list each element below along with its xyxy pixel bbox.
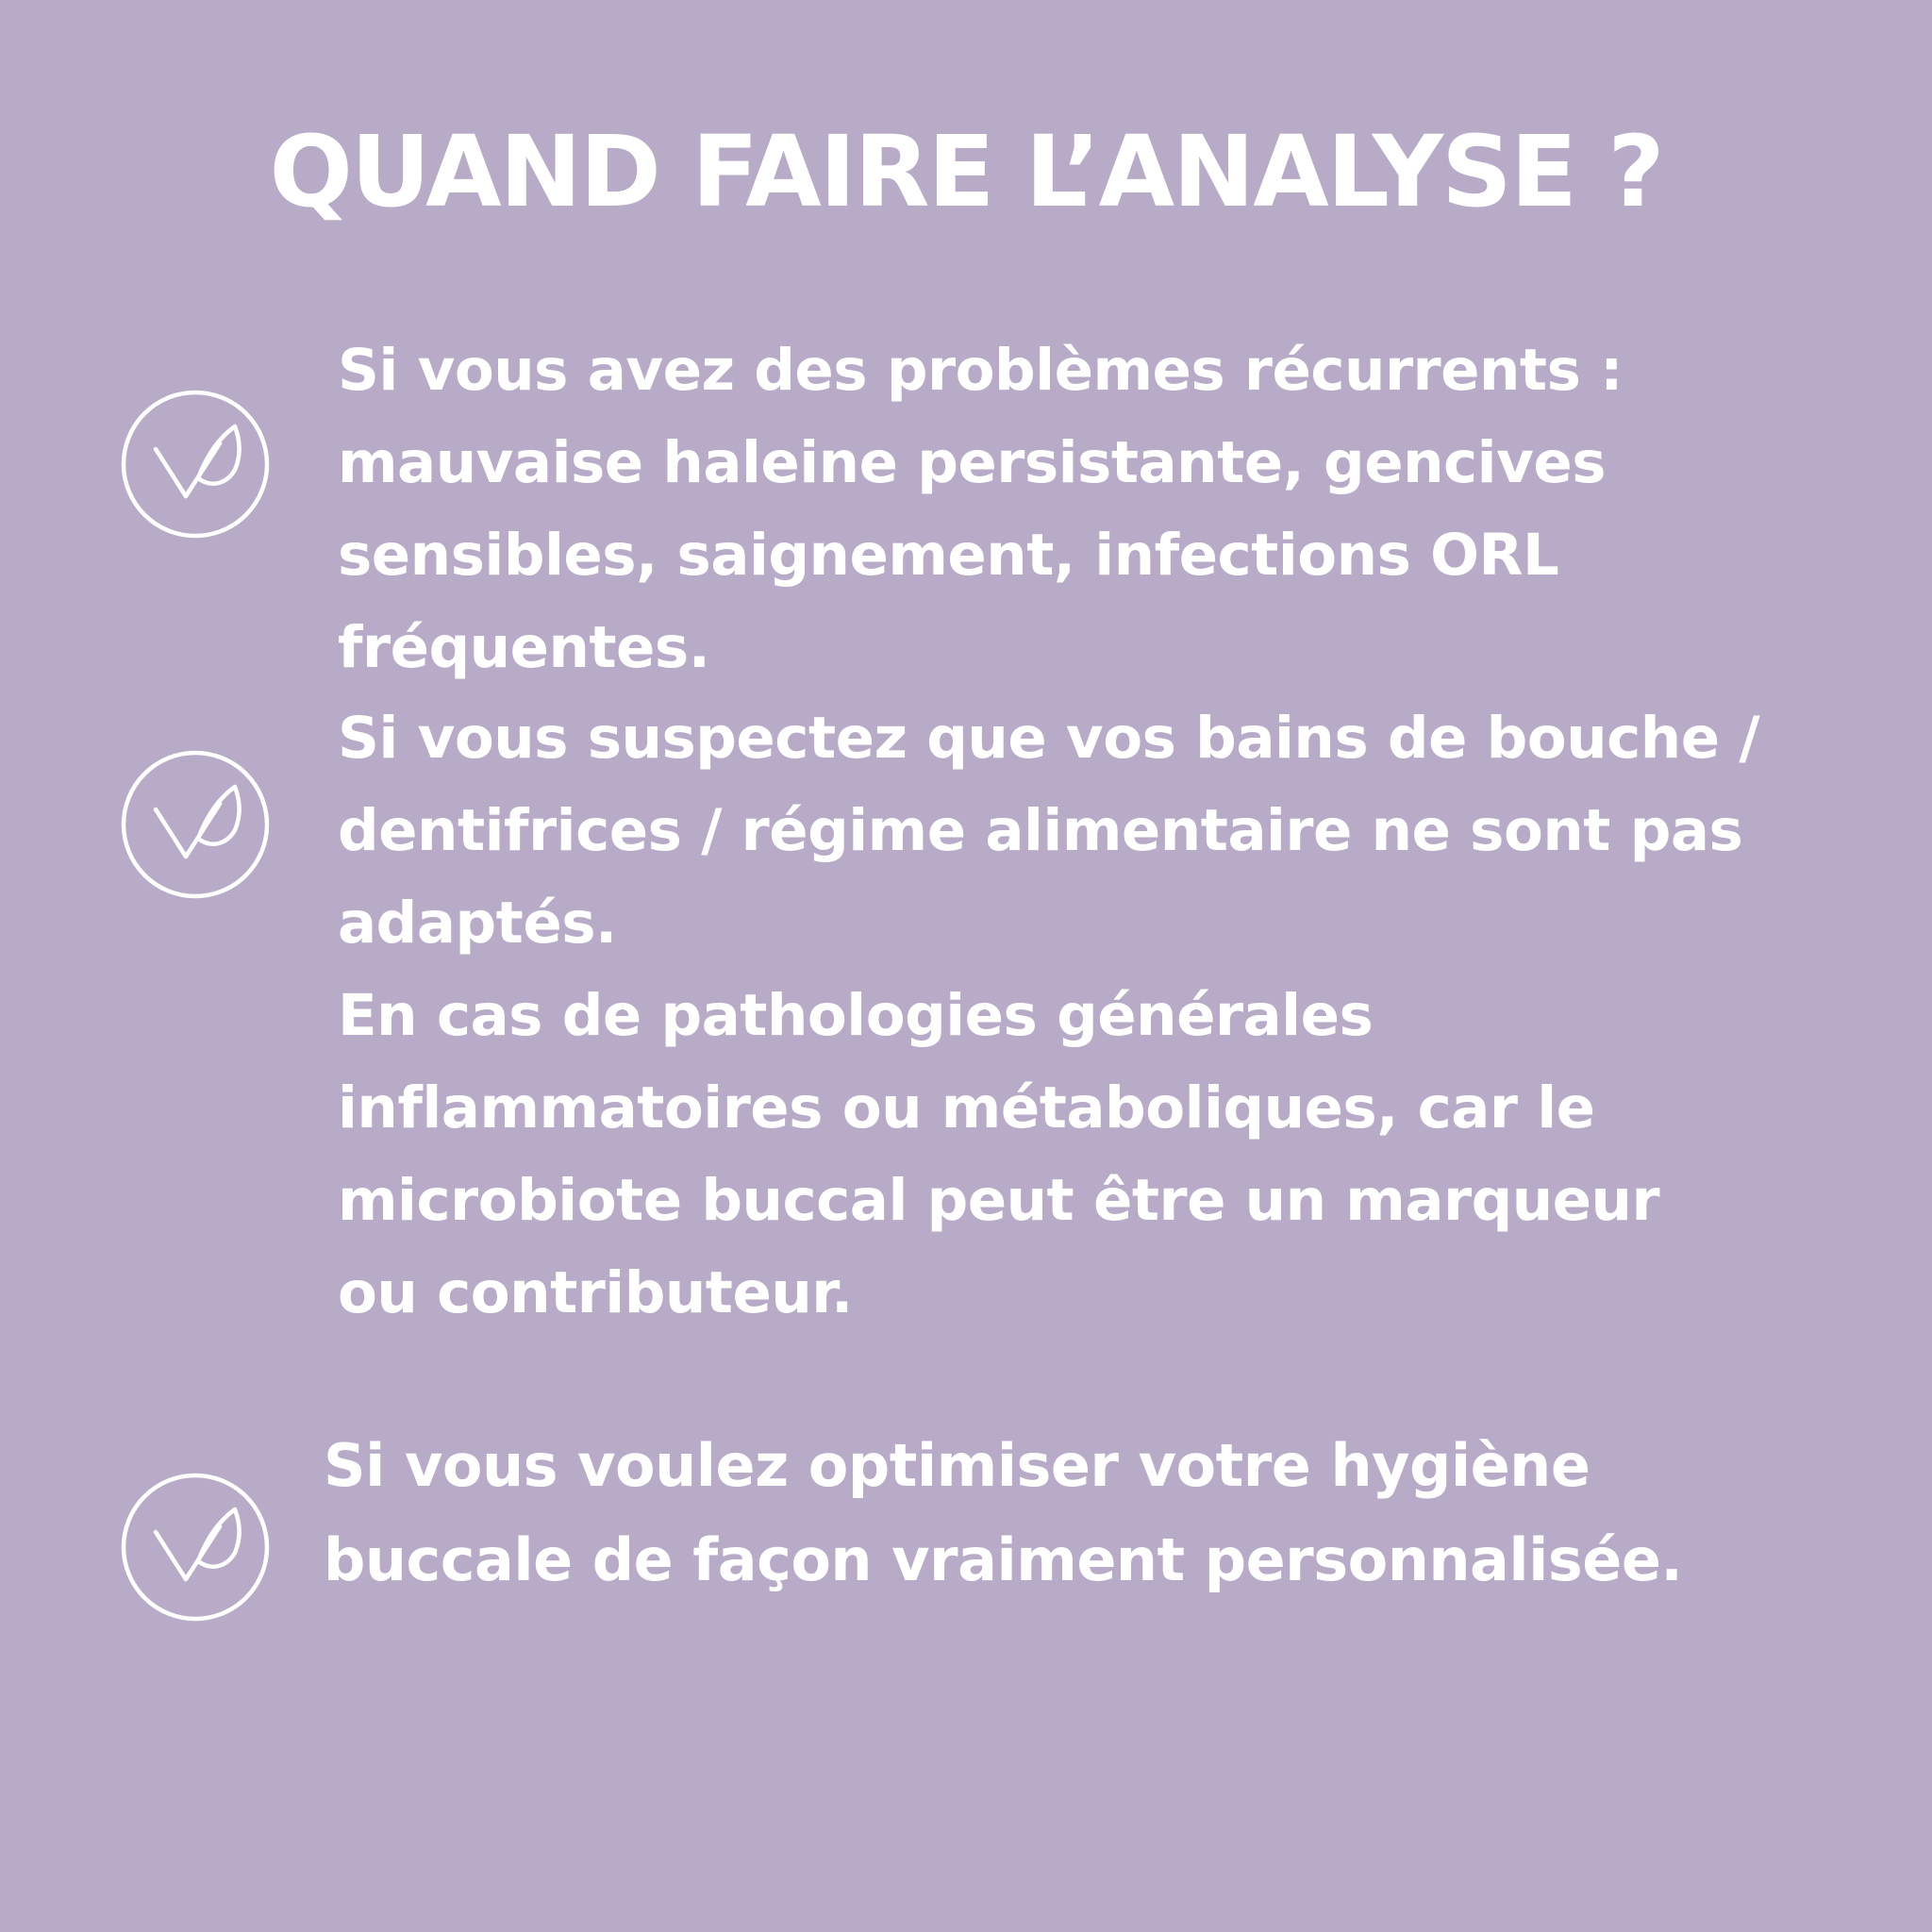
item-line: fréquentes.	[338, 614, 710, 681]
item-line: adaptés.	[338, 890, 617, 957]
item-line: Si vous voulez optimiser votre hygiène	[324, 1431, 1591, 1500]
item-line: buccale de façon vraiment personnalisée.	[324, 1525, 1683, 1594]
item-line: microbiote buccal peut être un marqueur	[338, 1167, 1660, 1234]
leaf-check-icon	[120, 389, 271, 540]
item-line: En cas de pathologies générales	[338, 982, 1374, 1049]
leaf-check-icon	[120, 749, 271, 900]
item-text	[324, 1419, 1682, 1607]
item-line: Si vous suspectez que vos bains de bouche /	[338, 705, 1760, 772]
item-line: dentifrices / régime alimentaire ne sont pas	[338, 797, 1743, 864]
item-line: ou contributeur.	[338, 1259, 853, 1326]
item-line: inflammatoires ou métaboliques, car le	[338, 1074, 1595, 1141]
page-title: QUAND FAIRE L’ANALYSE ?	[269, 114, 1663, 229]
item-text	[338, 692, 1759, 1340]
item-text	[338, 325, 1623, 694]
item-line: sensibles, saignement, infections ORL	[338, 522, 1559, 589]
leaf-check-icon	[120, 1472, 271, 1623]
item-line: mauvaise haleine persistante, gencives	[338, 429, 1607, 496]
item-line: Si vous avez des problèmes récurrents :	[338, 337, 1624, 404]
